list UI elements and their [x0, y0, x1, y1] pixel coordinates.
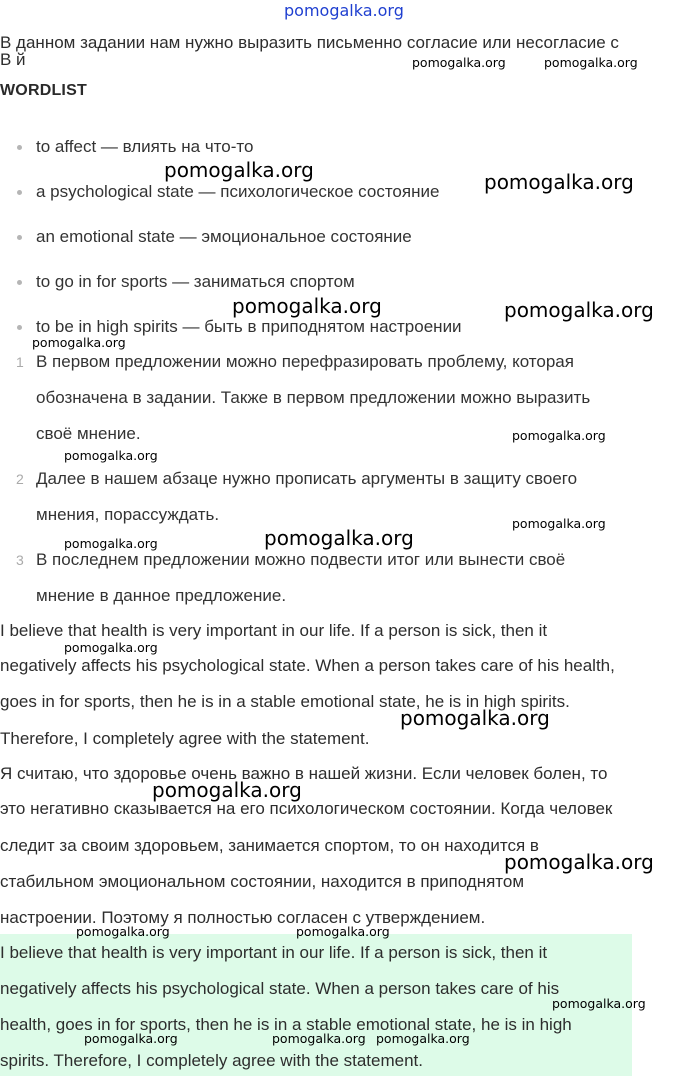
bullet-dot	[17, 190, 22, 195]
watermark: pomogalka.org	[504, 850, 654, 874]
watermark: pomogalka.org	[64, 448, 158, 463]
paragraph-line: стабильном эмоциональном состоянии, находится в приподнятом	[0, 872, 525, 891]
watermark-top: pomogalka.org	[284, 1, 404, 20]
watermark: pomogalka.org	[512, 516, 606, 531]
paragraph-line: Я считаю, что здоровье очень важно в нашей жизни. Если человек болен, то	[0, 764, 608, 783]
wordlist-item: to affect — влиять на что-то	[36, 137, 254, 156]
paragraph-line: health, goes in for sports, then he is in a stable emotional state, he is in high	[0, 1015, 572, 1034]
watermark: pomogalka.org	[412, 55, 506, 70]
bullet-dot	[17, 325, 22, 330]
wordlist-item: to go in for sports — заниматься спортом	[36, 272, 355, 291]
wordlist-item: to be in high spirits — быть в приподнятом настроении	[36, 317, 462, 336]
step-number: 1	[16, 354, 24, 370]
watermark: pomogalka.org	[376, 1031, 470, 1046]
watermark: pomogalka.org	[164, 158, 314, 182]
watermark: pomogalka.org	[264, 526, 414, 550]
step-line: Далее в нашем абзаце нужно прописать аргументы в защиту своего	[36, 469, 578, 488]
watermark: pomogalka.org	[232, 294, 382, 318]
step-number: 2	[16, 471, 24, 487]
step-line: В первом предложении можно перефразировать проблему, которая	[36, 352, 574, 371]
wordlist-item: an emotional state — эмоциональное состояние	[36, 227, 412, 246]
watermark: pomogalka.org	[544, 55, 638, 70]
watermark: pomogalka.org	[64, 640, 158, 655]
step-line: В последнем предложении можно подвести итог или вынести своё	[36, 550, 566, 569]
step-line: своё мнение.	[36, 424, 141, 443]
watermark: pomogalka.org	[552, 996, 646, 1011]
watermark: pomogalka.org	[512, 428, 606, 443]
paragraph-line: goes in for sports, then he is in a stable emotional state, he is in high spirits.	[0, 692, 570, 711]
watermark: pomogalka.org	[84, 1031, 178, 1046]
bullet-dot	[17, 145, 22, 150]
watermark: pomogalka.org	[400, 706, 550, 730]
paragraph-line: I believe that health is very important in our life. If a person is sick, then it	[0, 621, 548, 640]
step-line: мнения, порассуждать.	[36, 505, 220, 524]
watermark: pomogalka.org	[64, 536, 158, 551]
bullet-dot	[17, 280, 22, 285]
paragraph-line: настроении. Поэтому я полностью согласен с утверждением.	[0, 908, 486, 927]
watermark: pomogalka.org	[504, 298, 654, 322]
bullet-dot	[17, 235, 22, 240]
watermark: pomogalka.org	[296, 924, 390, 939]
watermark: pomogalka.org	[152, 778, 302, 802]
watermark: pomogalka.org	[484, 170, 634, 194]
paragraph-line: negatively affects his psychological state. When a person takes care of his health,	[0, 656, 615, 675]
step-number: 3	[16, 552, 24, 568]
wordlist-item: a psychological state — психологическое состояние	[36, 182, 440, 201]
wordlist-heading: WORDLIST	[0, 82, 87, 99]
watermark: pomogalka.org	[272, 1031, 366, 1046]
intro-text: В данном задании нам нужно выразить письменно согласие или несогласие с	[0, 33, 619, 52]
paragraph-line: Therefore, I completely agree with the statement.	[0, 729, 370, 748]
paragraph-line: negatively affects his psychological state. When a person takes care of his	[0, 979, 560, 998]
paragraph-line: I believe that health is very important in our life. If a person is sick, then it	[0, 943, 548, 962]
watermark: pomogalka.org	[76, 924, 170, 939]
intro-text-cut: В й	[0, 50, 26, 69]
paragraph-line: это негативно сказывается на его психологическом состоянии. Когда человек	[0, 799, 613, 818]
watermark: pomogalka.org	[32, 335, 126, 350]
step-line: мнение в данное предложение.	[36, 586, 287, 605]
step-line: обозначена в задании. Также в первом предложении можно выразить	[36, 388, 591, 407]
paragraph-line: следит за своим здоровьем, занимается спортом, то он находится в	[0, 836, 539, 855]
paragraph-line: spirits. Therefore, I completely agree with the statement.	[0, 1051, 423, 1070]
